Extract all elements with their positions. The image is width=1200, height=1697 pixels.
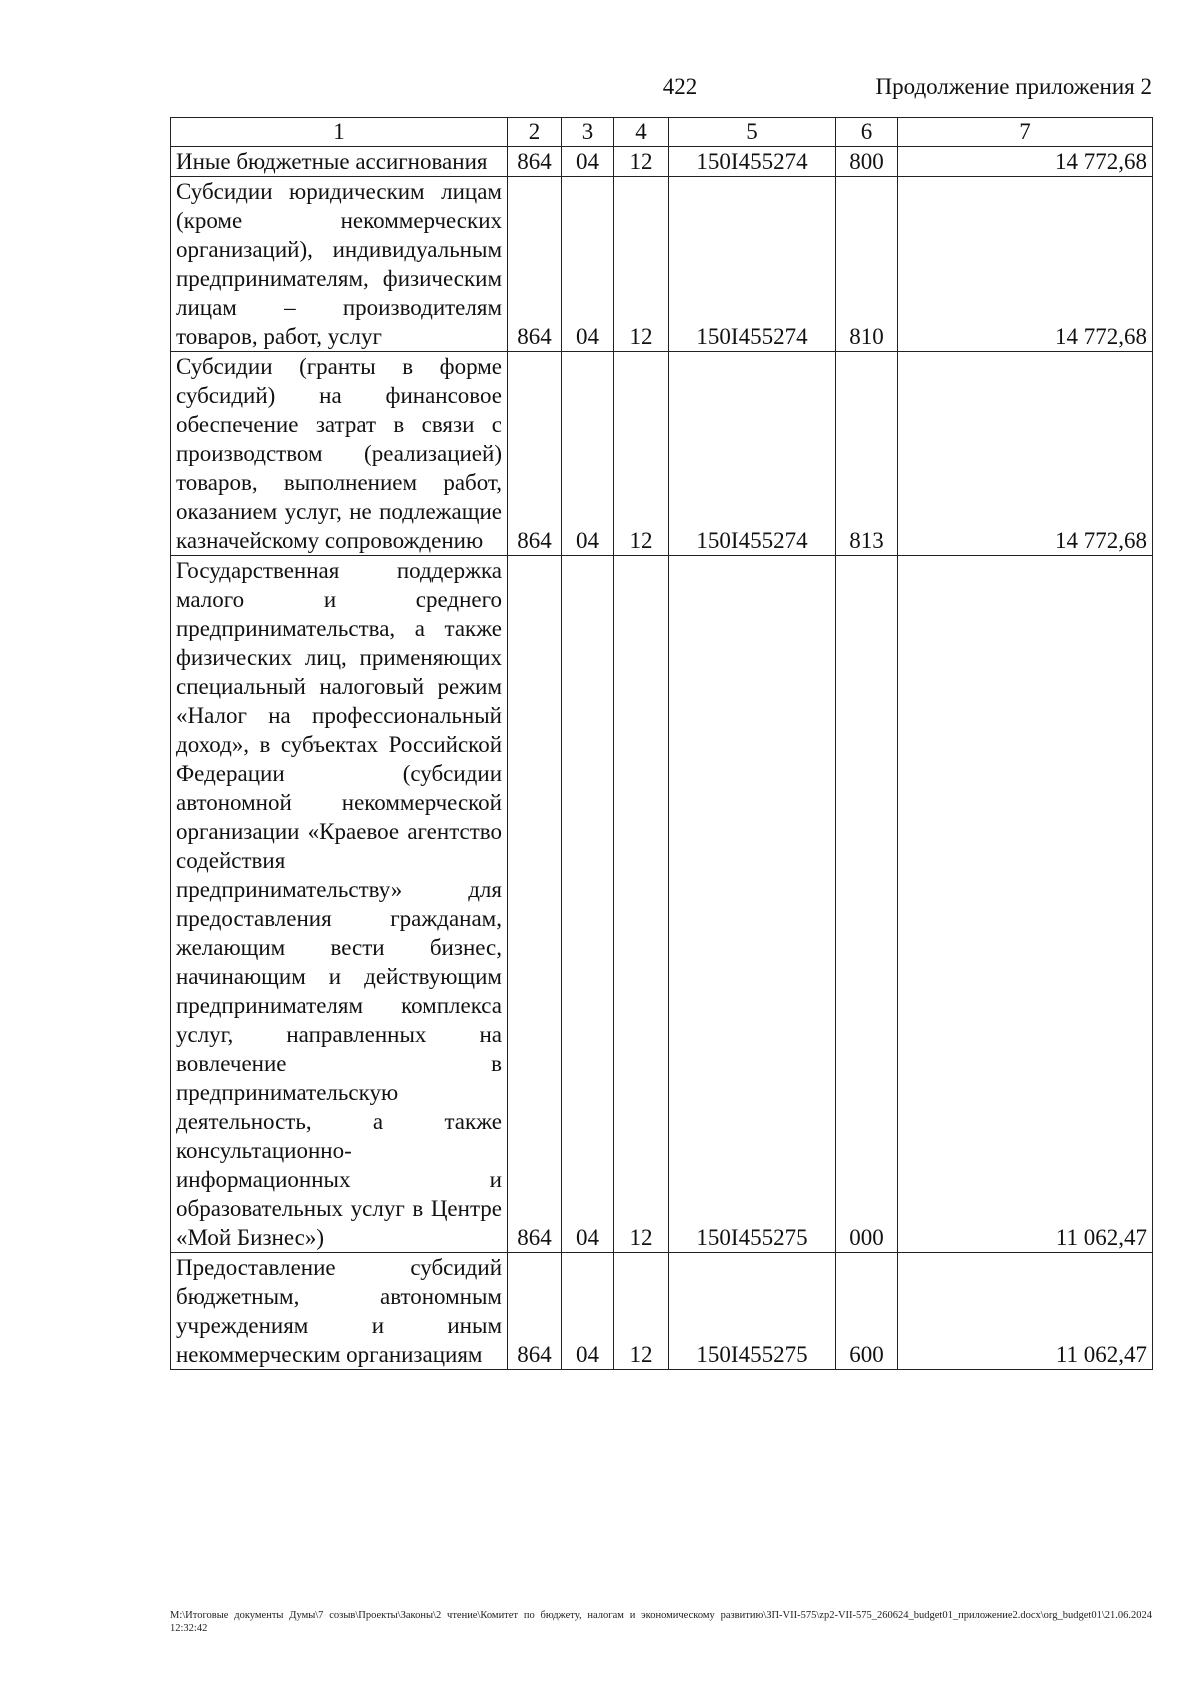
column-header-5: 5: [669, 118, 836, 147]
document-file-path: М:\Итоговые документы Думы\7 созыв\Проекты\Законы\2 чтение\Комитет по бюджету, налогам и экономическому развитию\ЗП-VII-575\zp2-VII-575_260624_budget01_приложение2.docx\org_budget01\21.06.2024 12:32:42: [170, 1610, 1152, 1634]
row-code-6: 600: [836, 1253, 898, 1370]
table-row: [171, 1253, 1153, 1370]
row-code-3: 04: [562, 147, 614, 177]
column-header-3: 3: [562, 118, 614, 147]
row-name: Субсидии (гранты в форме субсидий) на финансовое обеспечение затрат в связи с производством (реализацией) товаров, выполнением работ, оказанием услуг, не подлежащие казначейскому сопровождению: [171, 352, 508, 556]
row-code-3: 04: [562, 1253, 614, 1370]
table-row: [171, 177, 1153, 352]
row-code-2: 864: [508, 177, 562, 352]
table-row: [171, 352, 1153, 556]
column-number-row: [171, 118, 1153, 147]
page-number: 422: [662, 74, 698, 99]
row-code-3: 04: [562, 556, 614, 1253]
row-code-2: 864: [508, 556, 562, 1253]
row-code-4: 12: [614, 556, 669, 1253]
row-code-4: 12: [614, 147, 669, 177]
row-code-5: 150I455274: [669, 177, 836, 352]
row-code-3: 04: [562, 352, 614, 556]
row-code-3: 04: [562, 177, 614, 352]
row-code-2: 864: [508, 1253, 562, 1370]
table-row: [171, 556, 1153, 1253]
row-amount: 14 772,68: [898, 177, 1153, 352]
row-code-5: 150I455274: [669, 147, 836, 177]
column-header-6: 6: [836, 118, 898, 147]
table-row: [171, 147, 1153, 177]
row-code-4: 12: [614, 352, 669, 556]
row-code-5: 150I455275: [669, 556, 836, 1253]
appendix-continuation-label: Продолжение приложения 2: [875, 74, 1152, 99]
row-name: Предоставление субсидий бюджетным, автономным учреждениям и иным некоммерческим организациям: [171, 1253, 508, 1370]
row-code-6: 813: [836, 352, 898, 556]
row-amount: 11 062,47: [898, 1253, 1153, 1370]
row-code-2: 864: [508, 147, 562, 177]
column-header-2: 2: [508, 118, 562, 147]
row-amount: 11 062,47: [898, 556, 1153, 1253]
row-code-4: 12: [614, 1253, 669, 1370]
row-name: Субсидии юридическим лицам (кроме некоммерческих организаций), индивидуальным предпринимателям, физическим лицам – производителям товаров, работ, услуг: [171, 177, 508, 352]
row-code-2: 864: [508, 352, 562, 556]
column-header-7: 7: [898, 118, 1153, 147]
row-code-6: 810: [836, 177, 898, 352]
row-amount: 14 772,68: [898, 352, 1153, 556]
row-name: Государственная поддержка малого и среднего предпринимательства, а также физических лиц, применяющих специальный налоговый режим «Налог на профессиональный доход», в субъектах Российской Федерации (субсидии автономной некоммерческой организации «Краевое агентство содействия предпринимательству» для предоставления гражданам, желающим вести бизнес, начинающим и действующим предпринимателям комплекса услуг, направленных на вовлечение в предпринимательскую деятельность, а также консультационно-информационных и образовательных услуг в Центре «Мой Бизнес»): [171, 556, 508, 1253]
row-code-6: 800: [836, 147, 898, 177]
row-code-5: 150I455275: [669, 1253, 836, 1370]
budget-table: [170, 117, 1153, 1370]
row-amount: 14 772,68: [898, 147, 1153, 177]
row-name: Иные бюджетные ассигнования: [171, 147, 508, 177]
column-header-4: 4: [614, 118, 669, 147]
row-code-6: 000: [836, 556, 898, 1253]
row-code-4: 12: [614, 177, 669, 352]
row-code-5: 150I455274: [669, 352, 836, 556]
column-header-1: 1: [171, 118, 508, 147]
